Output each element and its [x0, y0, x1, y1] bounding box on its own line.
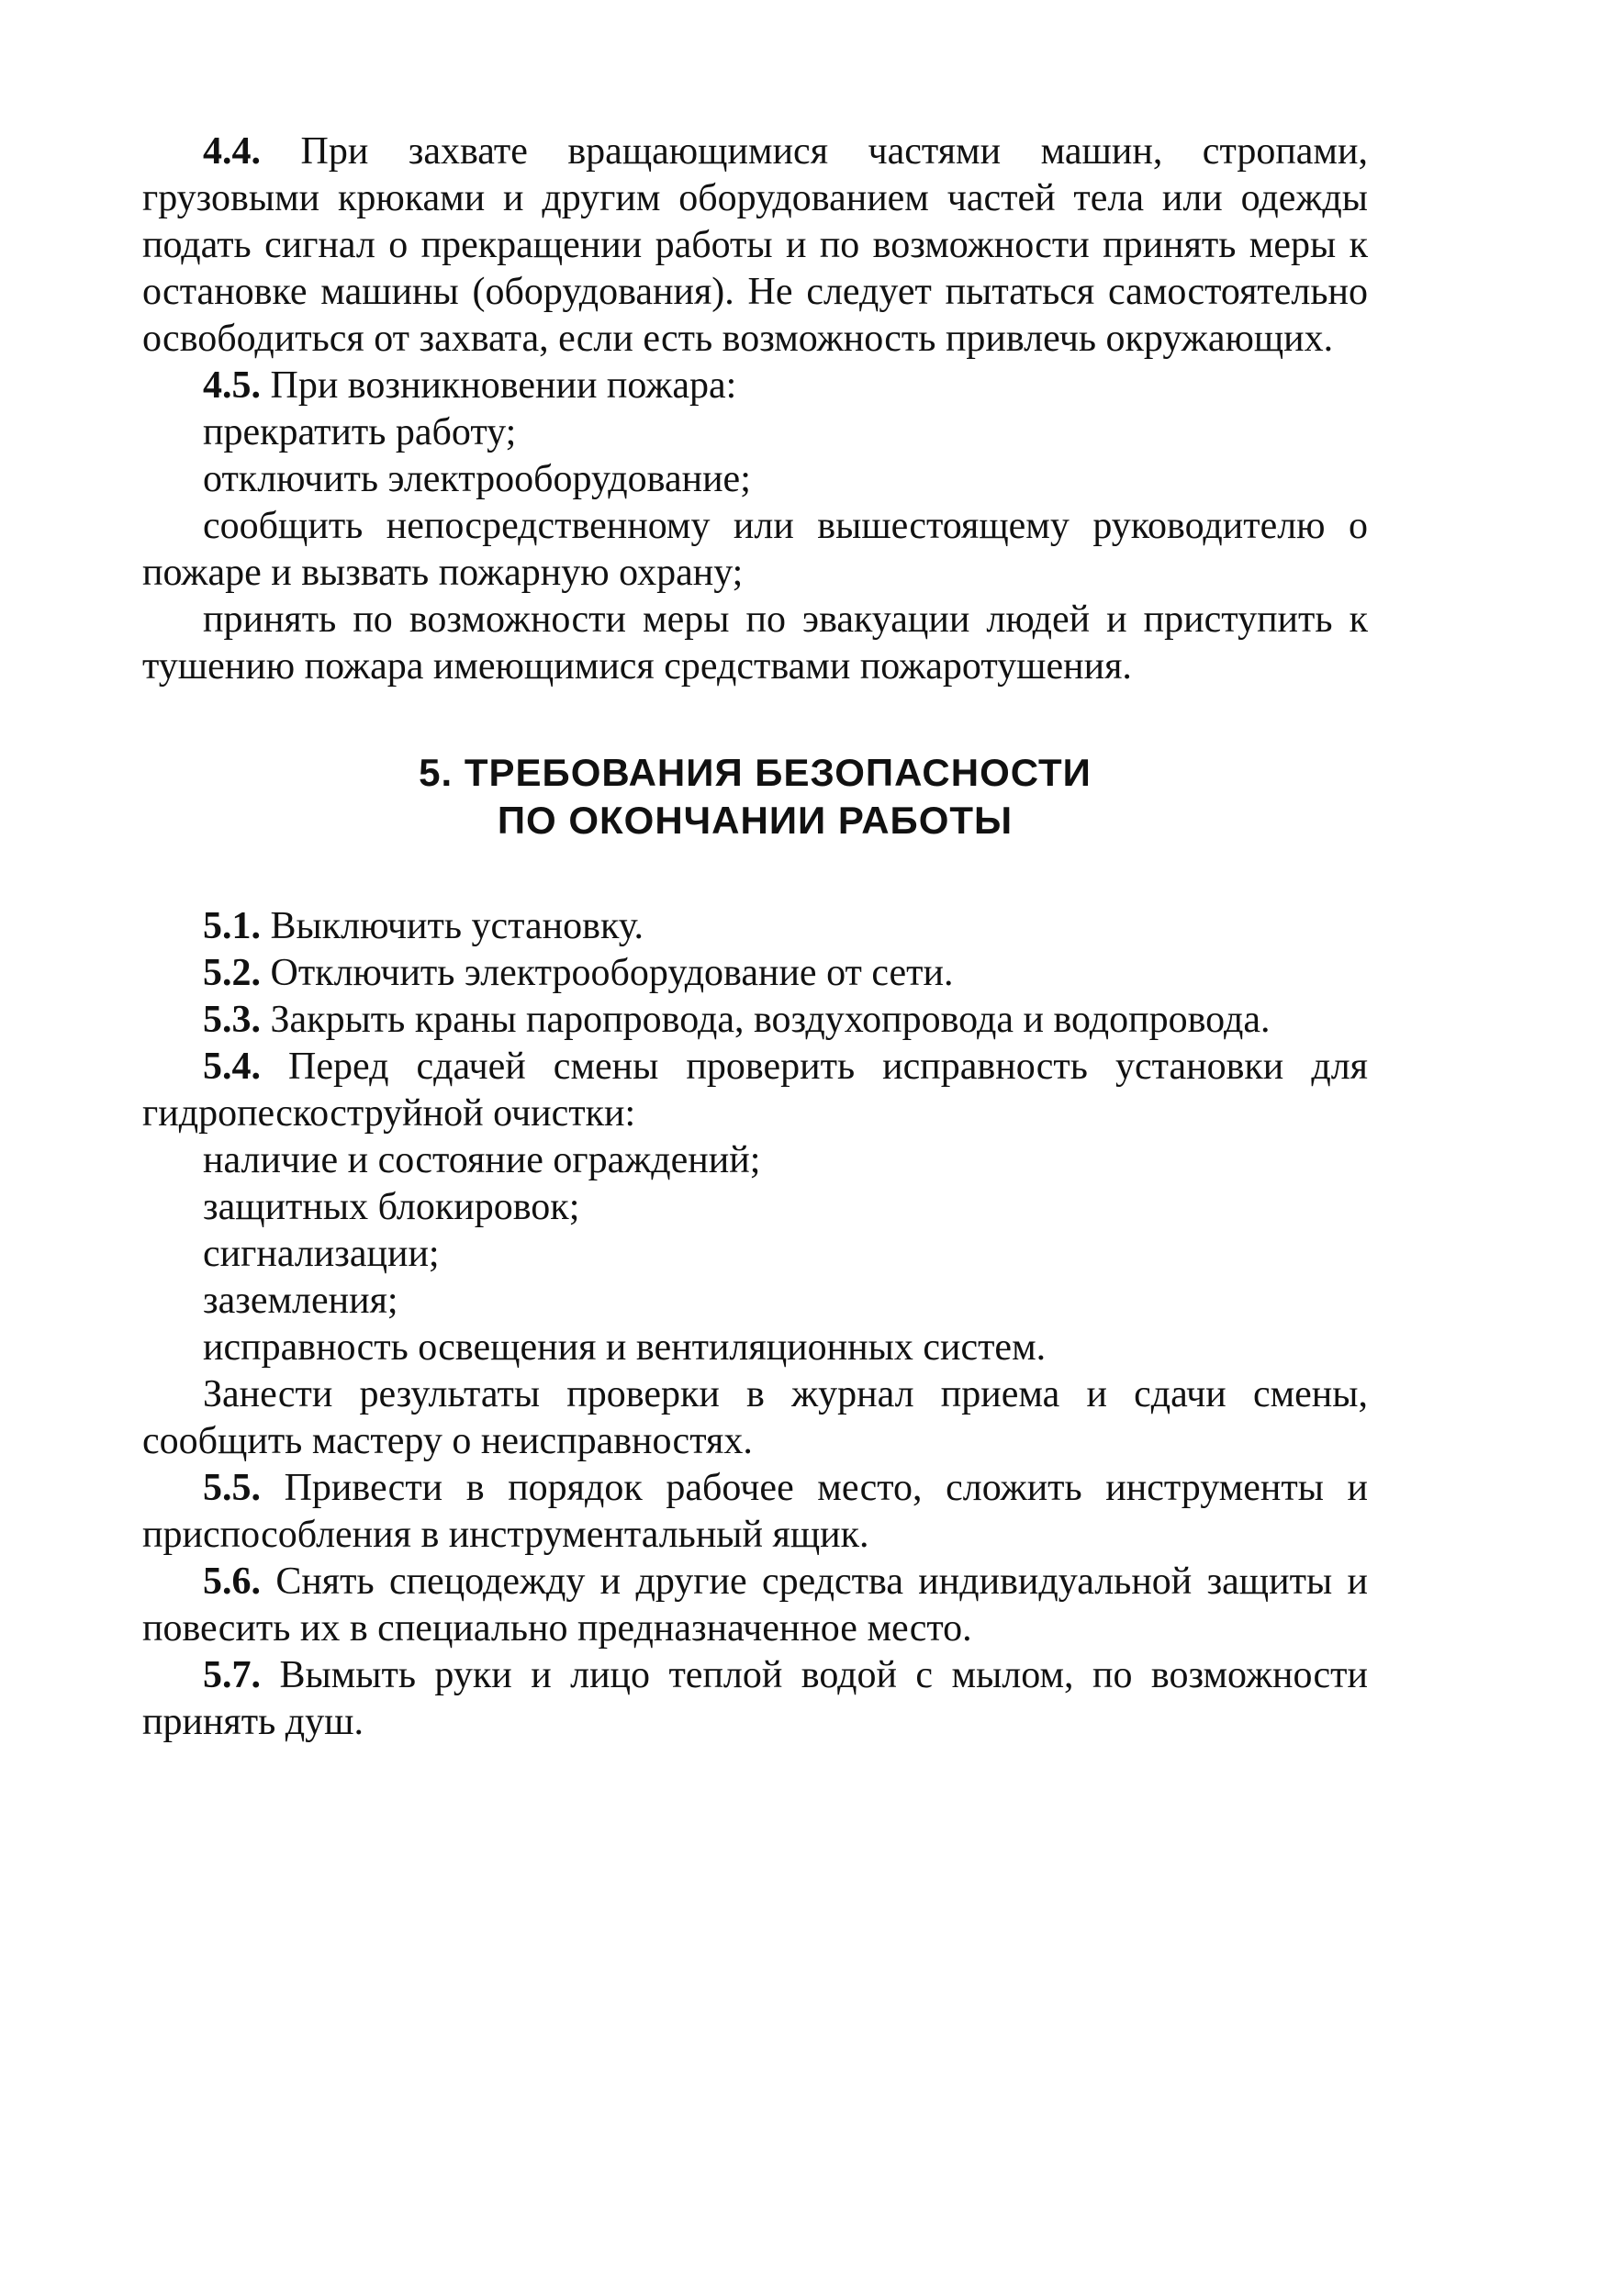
clause-number: 4.5. [203, 364, 261, 407]
list-item: прекратить работу; [203, 411, 517, 453]
clause-text: Снять спецодежду и другие средства индивидуальной защиты и повесить их в специально предназначенное место. [142, 1560, 1368, 1650]
list-item: защитных блокировок; [203, 1186, 580, 1228]
clause-number: 5.1. [203, 905, 261, 947]
list-item: исправность освещения и вентиляционных систем. [203, 1326, 1047, 1369]
paragraph-4-5 [142, 363, 1368, 409]
paragraph-5-7 [142, 1652, 1368, 1746]
clause-number: 5.5. [203, 1467, 261, 1509]
paragraph-4-4 [142, 129, 1368, 363]
paragraph-5-2 [142, 950, 1368, 997]
list-item: принять по возможности меры по эвакуации людей и приступить к тушению пожара имеющимися средствами пожаротушения. [142, 598, 1368, 688]
paragraph-5-1 [142, 903, 1368, 950]
paragraph-5-5 [142, 1465, 1368, 1559]
clause-number: 5.3. [203, 999, 261, 1041]
clause-number: 5.6. [203, 1560, 261, 1603]
section-heading-line: ПО ОКОНЧАНИИ РАБОТЫ [497, 799, 1014, 842]
paragraph-5-4-note: Занести результаты проверки в журнал приема и сдачи смены, сообщить мастеру о неисправностях. [142, 1373, 1368, 1462]
clause-text: Выключить установку. [261, 905, 644, 947]
paragraph-5-6 [142, 1559, 1368, 1652]
section-heading [142, 749, 1368, 844]
clause-text: При возникновении пожара: [261, 364, 737, 407]
list-item: заземления; [203, 1280, 398, 1322]
list-item: отключить электрооборудование; [203, 458, 751, 500]
section-heading-line: 5. ТРЕБОВАНИЯ БЕЗОПАСНОСТИ [419, 751, 1092, 794]
clause-text: Перед сдачей смены проверить исправность установки для гидропескоструйной очистки: [142, 1046, 1368, 1135]
clause-text: При захвате вращающимися частями машин, стропами, грузовыми крюками и другим оборудованием частей тела или одежды подать сигнал о прекращении работы и по возможности принять меры к остановке машины (оборудования). Не следует пытаться самостоятельно освободиться от захвата, если есть возможность привлечь окружающих. [142, 130, 1368, 360]
clause-number: 5.4. [203, 1046, 261, 1088]
clause-number: 5.7. [203, 1654, 261, 1696]
document-page [142, 129, 1368, 1746]
paragraph-5-4 [142, 1044, 1368, 1137]
clause-text: Вымыть руки и лицо теплой водой с мылом, по возможности принять душ. [142, 1654, 1368, 1743]
clause-number: 5.2. [203, 952, 261, 994]
clause-number: 4.4. [203, 130, 261, 173]
list-item: наличие и состояние ограждений; [203, 1139, 761, 1181]
clause-text: Закрыть краны паропровода, воздухопровода и водопровода. [261, 999, 1271, 1041]
clause-text: Отключить электрооборудование от сети. [261, 952, 954, 994]
clause-text: Привести в порядок рабочее место, сложить инструменты и приспособления в инструментальный ящик. [142, 1467, 1368, 1556]
list-item: сообщить непосредственному или вышестоящему руководителю о пожаре и вызвать пожарную охрану; [142, 505, 1368, 594]
list-item: сигнализации; [203, 1233, 440, 1275]
paragraph-5-3 [142, 997, 1368, 1044]
